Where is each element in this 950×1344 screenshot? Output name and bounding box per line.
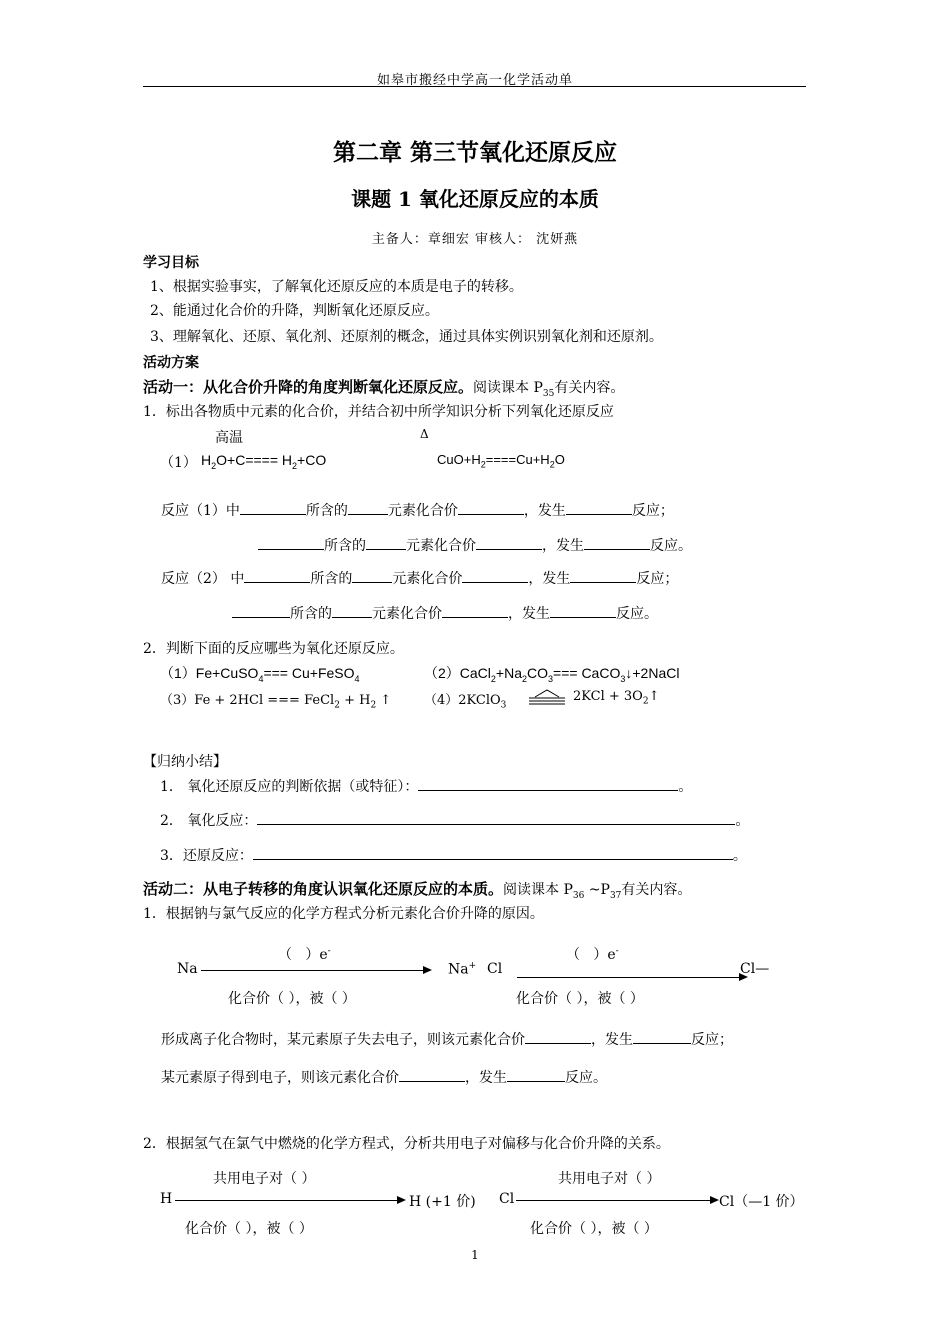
cl-atom: Cl xyxy=(487,961,503,977)
school-header: 如皋市搬经中学高一化学活动单 xyxy=(376,73,573,88)
goal-item: 1、根据实验事实，了解氧化还原反应的本质是电子的转移。 xyxy=(150,279,523,295)
goal-item: 3、理解氧化、还原、氧化剂、还原剂的概念，通过具体实例识别氧化剂和还原剂。 xyxy=(150,329,663,345)
activity2-q1: 1．根据钠与氯气反应的化学方程式分析元素化合价升降的原因。 xyxy=(143,906,544,922)
shared-label-cl: 共用电子对（ ） xyxy=(558,1171,661,1187)
activity1-reading: 阅读课本 $P_{35}$有关内容。 xyxy=(473,380,625,399)
blank-field[interactable] xyxy=(258,535,324,550)
reaction-4: （4）2KClO$_3$ xyxy=(424,693,507,711)
blank-field[interactable] xyxy=(442,603,508,618)
chapter-title: 第二章 第三节氧化还原反应 xyxy=(332,139,617,166)
valence-label-cl: 化合价（ ），被（ ） xyxy=(516,991,644,1007)
blank-field[interactable] xyxy=(253,845,733,860)
fill-line-3: 反应（2） 中 所含的 元素化合价 ，发生 反应； xyxy=(161,568,678,588)
activity2-q2: 2．根据氢气在氯气中燃烧的化学方程式，分析共用电子对偏移与化合价升降的关系。 xyxy=(143,1136,670,1152)
reaction-4-products: $2KCl + 3O_2↑$ xyxy=(573,689,660,707)
shared-label-h: 共用电子对（ ） xyxy=(213,1171,316,1187)
condition-heat: Δ xyxy=(420,427,429,441)
fill-line-4: 所含的 元素化合价 ，发生 反应。 xyxy=(232,603,658,623)
cl-result: Cl（—1 价） xyxy=(719,1194,804,1210)
na-ion: Na+ xyxy=(448,961,477,978)
blank-field[interactable] xyxy=(462,568,528,583)
blank-field[interactable] xyxy=(244,568,310,583)
summary-item-3: 3．还原反应： 。 xyxy=(160,845,747,865)
condition-high-temp: 高温 xyxy=(215,430,243,446)
blank-field[interactable] xyxy=(352,568,392,583)
blank-field[interactable] xyxy=(525,1029,591,1044)
authors-line: 主备人：章细宏 审核人： 沈妍燕 xyxy=(371,232,579,247)
plan-heading: 活动方案 xyxy=(143,355,199,371)
blank-field[interactable] xyxy=(566,500,632,515)
blank-field[interactable] xyxy=(366,535,406,550)
fill-line-1: 反应（1）中 所含的 元素化合价 ，发生 反应； xyxy=(161,500,674,520)
arrow-head-icon xyxy=(423,966,432,974)
blank-field[interactable] xyxy=(570,568,636,583)
h-atom: H xyxy=(160,1191,173,1207)
blank-field[interactable] xyxy=(240,500,306,515)
activity2-reading: 阅读课本 $P_{36}$ $\sim P_{37}$有关内容。 xyxy=(503,882,692,901)
arrow-head-icon xyxy=(710,1196,719,1204)
goal-item: 2、能通过化合价的升降，判断氧化还原反应。 xyxy=(150,303,439,319)
blank-field[interactable] xyxy=(458,500,524,515)
goals-heading: 学习目标 xyxy=(143,255,199,271)
heat-equals-icon xyxy=(527,688,567,708)
cl-ion: Cl— xyxy=(740,961,770,977)
arrow-na xyxy=(201,970,423,971)
eq-label: （1） xyxy=(160,455,197,471)
blank-field[interactable] xyxy=(633,1029,691,1044)
blank-field[interactable] xyxy=(232,603,290,618)
ionic-line-1: 形成离子化合物时，某元素原子失去电子，则该元素化合价 ，发生 反应； xyxy=(161,1029,733,1049)
arrow-cl-2 xyxy=(516,1200,710,1201)
blank-field[interactable] xyxy=(550,603,616,618)
activity1-q1: 1．标出各物质中元素的化合价，并结合初中所学知识分析下列氧化还原反应 xyxy=(143,404,614,420)
equation-1: $H_2O+C==== H_2+CO$ xyxy=(201,452,327,471)
blank-field[interactable] xyxy=(348,500,388,515)
activity1-line xyxy=(143,376,624,399)
activity1-q2: 2．判断下面的反应哪些为氧化还原反应。 xyxy=(143,641,404,657)
fill-line-2: 所含的 元素化合价 ，发生 反应。 xyxy=(258,535,692,555)
equation-2: $CuO+H_2====Cu+H_2O$ xyxy=(437,452,565,470)
blank-field[interactable] xyxy=(257,810,735,825)
electron-label-cl: （ ）e- xyxy=(566,946,619,963)
blank-field[interactable] xyxy=(399,1067,465,1082)
valence-label-cl2: 化合价（ ），被（ ） xyxy=(530,1221,658,1237)
page-number: 1 xyxy=(471,1248,479,1262)
arrow-h xyxy=(175,1200,397,1201)
arrow-cl xyxy=(517,977,739,978)
valence-label-na: 化合价（ ），被（ ） xyxy=(228,991,356,1007)
blank-field[interactable] xyxy=(418,776,678,791)
summary-item-1: 1． 氧化还原反应的判断依据（或特征）： 。 xyxy=(160,776,692,796)
activity2-line xyxy=(143,878,691,901)
activity1-title: 活动一：从化合价升降的角度判断氧化还原反应。 xyxy=(143,378,474,396)
summary-item-2: 2． 氧化反应： 。 xyxy=(160,810,749,830)
cl-atom-2: Cl xyxy=(499,1191,515,1207)
valence-label-h: 化合价（ ），被（ ） xyxy=(185,1221,313,1237)
ionic-line-2: 某元素原子得到电子，则该元素化合价 ，发生 反应。 xyxy=(161,1067,607,1087)
blank-field[interactable] xyxy=(507,1067,565,1082)
na-atom: Na xyxy=(177,961,198,977)
lesson-title: 课题 1 氧化还原反应的本质 xyxy=(351,187,599,211)
summary-heading: 【归纳小结】 xyxy=(143,754,227,770)
reaction-3: （3）Fe + 2HCl === FeCl$_2$ + $H_2$ ↑ xyxy=(160,693,392,711)
electron-label-na: （ ）e- xyxy=(278,946,331,963)
blank-field[interactable] xyxy=(476,535,542,550)
arrow-head-icon xyxy=(397,1196,406,1204)
activity2-title: 活动二：从电子转移的角度认识氧化还原反应的本质。 xyxy=(143,880,504,898)
blank-field[interactable] xyxy=(332,603,372,618)
reaction-2: $(2)CaCl_2+Na_2CO_3===$ CaCO$_3$↓+2NaCl xyxy=(424,665,680,684)
h-result: H (+1 价) xyxy=(409,1194,476,1210)
reaction-1: （1）Fe+CuSO$_4$=== Cu+FeSO$_4$ xyxy=(160,665,360,684)
blank-field[interactable] xyxy=(584,535,650,550)
header-rule xyxy=(143,86,806,87)
